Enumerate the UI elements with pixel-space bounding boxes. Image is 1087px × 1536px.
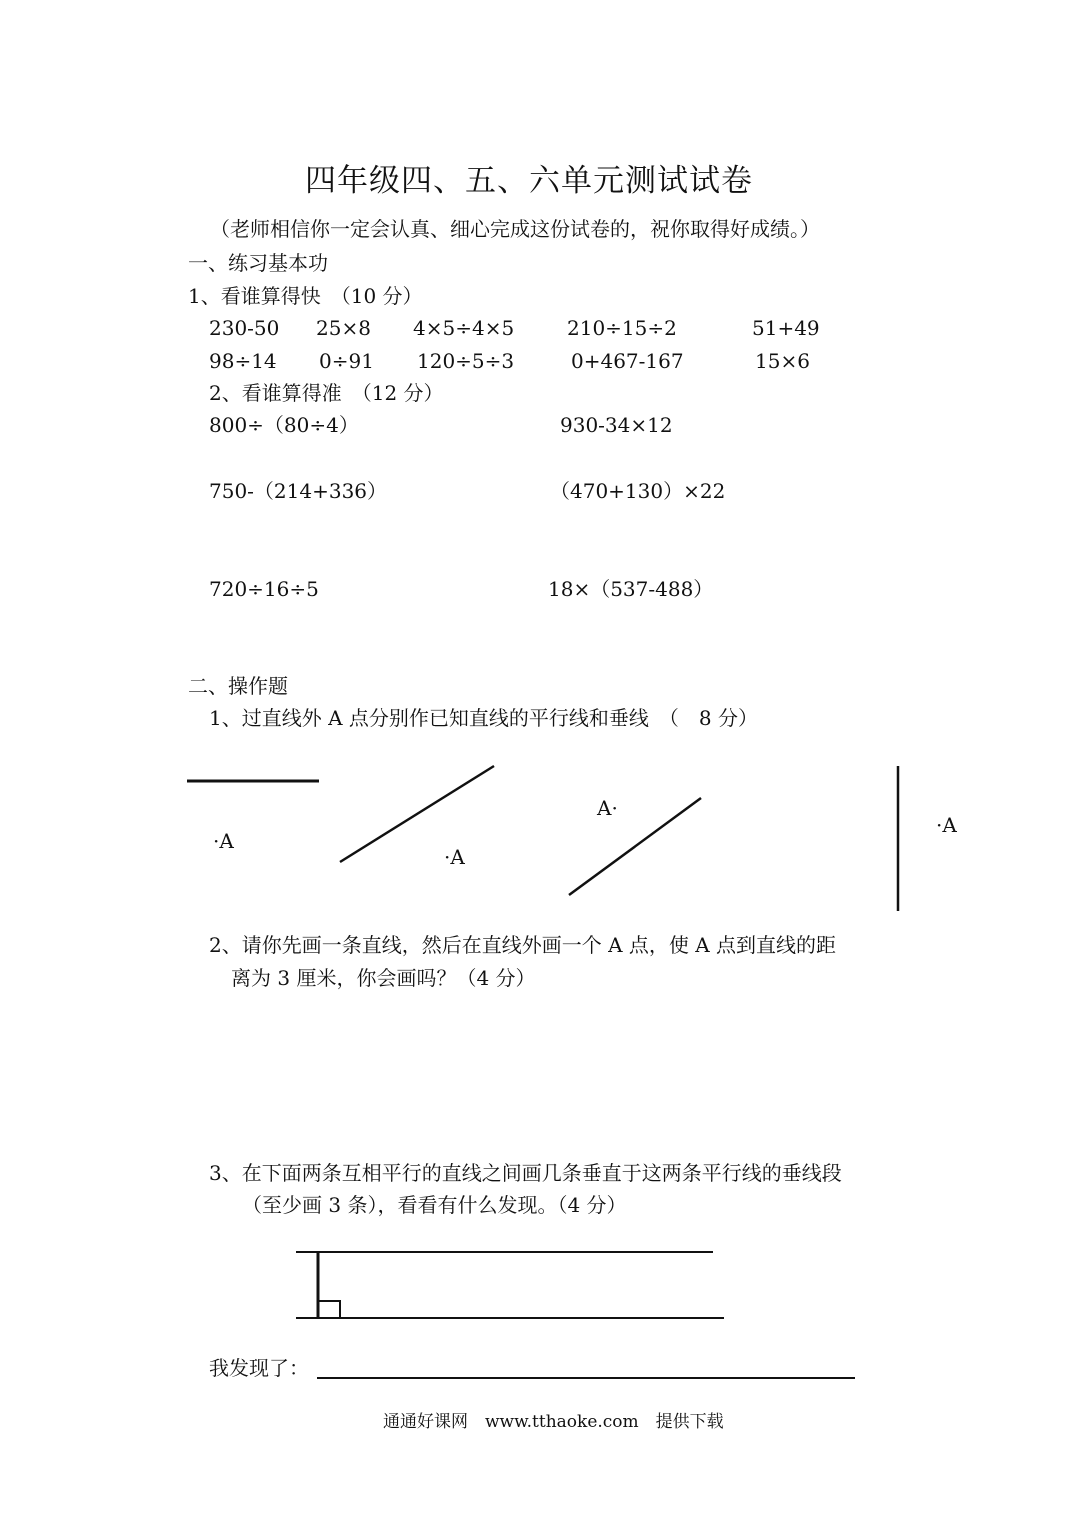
- subtitle: （老师相信你一定会认真、细心完成这份试卷的，祝你取得好成绩。）: [210, 217, 820, 241]
- given-line-diagonal-2: [569, 798, 701, 895]
- operation-2-line-2: 离为 3 厘米，你会画吗？（4 分）: [231, 966, 536, 990]
- operation-3-line-2: （至少画 3 条），看看有什么发现。（4 分）: [242, 1193, 627, 1217]
- footer: 通通好课网 www.tthaoke.com 提供下载: [383, 1412, 724, 1432]
- operation-1-label: 1、过直线外 A 点分别作已知直线的平行线和垂线 （ 8 分）: [209, 706, 758, 730]
- calc-item: 98÷14: [209, 349, 277, 373]
- calc-item: 750-（214+336）: [209, 479, 388, 503]
- calc-item: 4×5÷4×5: [413, 316, 515, 340]
- section-2-heading: 二、操作题: [188, 674, 288, 698]
- calc-item: 25×8: [316, 316, 371, 340]
- point-a-label: ·A: [444, 845, 465, 869]
- calc-item: 51+49: [752, 316, 820, 340]
- calc-item: 18×（537-488）: [548, 577, 714, 601]
- section-1-heading: 一、练习基本功: [188, 251, 328, 275]
- calc-item: 210÷15÷2: [567, 316, 677, 340]
- calc-item: 230-50: [209, 316, 280, 340]
- page-title: 四年级四、五、六单元测试试卷: [305, 163, 753, 199]
- found-label: 我发现了：: [209, 1356, 309, 1380]
- operation-3-line-1: 3、在下面两条互相平行的直线之间画几条垂直于这两条平行线的垂线段: [209, 1161, 842, 1185]
- calc-item: 15×6: [755, 349, 810, 373]
- given-line-diagonal-1: [340, 766, 494, 862]
- calc-item: 0÷91: [319, 349, 374, 373]
- calc-item: 720÷16÷5: [209, 577, 319, 601]
- calc-item: 0+467-167: [571, 349, 684, 373]
- point-a-label: ·A: [213, 829, 234, 853]
- point-a-label: ·A: [936, 813, 957, 837]
- right-angle-mark: [318, 1301, 340, 1318]
- operation-2-line-1: 2、请你先画一条直线，然后在直线外画一个 A 点，使 A 点到直线的距: [209, 933, 837, 957]
- calc-item: （470+130）×22: [550, 479, 726, 503]
- question-2-label: 2、看谁算得准 （12 分）: [209, 381, 444, 405]
- point-a-label: A·: [597, 796, 618, 820]
- question-1-label: 1、看谁算得快 （10 分）: [188, 284, 423, 308]
- calc-item: 800÷（80÷4）: [209, 413, 359, 437]
- calc-item: 120÷5÷3: [417, 349, 515, 373]
- calc-item: 930-34×12: [560, 413, 673, 437]
